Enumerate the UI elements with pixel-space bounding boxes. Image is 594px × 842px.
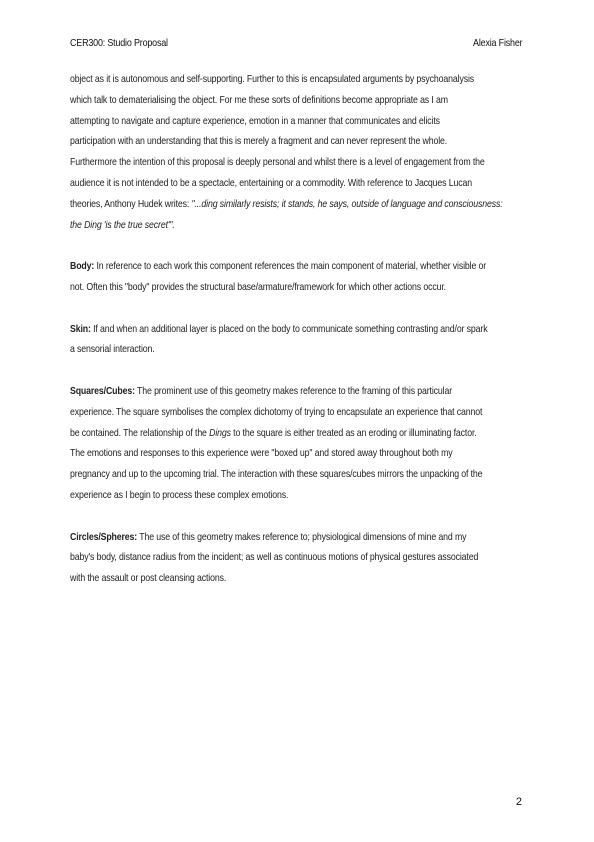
- text-line: object as it is autonomous and self-supporting. Further to this is encapsulated arguments by psychoanalysis: [70, 74, 475, 85]
- text-line: attempting to navigate and capture experience, emotion in a manner that communicates and elicits: [70, 115, 440, 127]
- author-name: Alexia Fisher: [472, 38, 522, 49]
- text-line: Furthermore the intention of this proposal is deeply personal and whilst there is a level of engagement from the: [70, 157, 485, 169]
- text-line: which talk to dematerialising the object. For me these sorts of definitions become appropriate as I am: [70, 94, 448, 106]
- text-line: [70, 320, 517, 341]
- text-line: experience. The square symbolises the complex dichotomy of trying to encapsulate an experience that cannot: [70, 406, 483, 418]
- text-run: to the square is either treated as an eroding or illuminating factor.: [230, 427, 477, 439]
- text-line: [70, 424, 517, 445]
- text-line: experience as I begin to process these complex emotions.: [70, 489, 289, 501]
- term-circles-spheres: Circles/Spheres:: [70, 531, 138, 543]
- text-line: [70, 195, 517, 216]
- text-run: The use of this geometry makes reference to; physiological dimensions of mine and my: [137, 531, 467, 543]
- text-run: The prominent use of this geometry makes reference to the framing of this particular: [134, 385, 453, 397]
- text-line: with the assault or post cleansing actions.: [70, 573, 227, 585]
- intro-paragraph: [70, 70, 517, 236]
- text-line: participation with an understanding that this is merely a fragment and can never represent the whole.: [70, 136, 448, 148]
- text-line: [70, 257, 517, 278]
- page-number: 2: [515, 796, 522, 808]
- text-run: theories, Anthony Hudek writes:: [70, 198, 192, 210]
- text-line: [70, 216, 517, 237]
- skin-paragraph: [70, 320, 517, 362]
- text-line: not. Often this "body" provides the structural base/armature/framework for which other actions occur.: [70, 281, 446, 293]
- text-line: The emotions and responses to this experience were "boxed up" and stored away throughout both my: [70, 448, 453, 460]
- term-body: Body:: [70, 261, 95, 273]
- quote-text: the Ding 'is the true secret'".: [70, 219, 175, 231]
- text-line: baby's body, distance radius from the incident; as well as continuous motions of physical gestures associated: [70, 552, 479, 564]
- text-line: [70, 382, 517, 403]
- body-paragraph: [70, 257, 517, 299]
- text-line: a sensorial interaction.: [70, 344, 155, 356]
- circles-paragraph: [70, 528, 517, 590]
- text-line: pregnancy and up to the upcoming trial. The interaction with these squares/cubes mirrors the unpacking of the: [70, 469, 483, 481]
- squares-paragraph: [70, 382, 517, 507]
- term-skin: Skin:: [70, 323, 91, 335]
- text-line: audience it is not intended to be a spectacle, entertaining or a commodity. With reference to Jacques Lucan: [70, 177, 472, 189]
- text-run: be contained. The relationship of the: [70, 427, 210, 439]
- emphasis-dings: Dings: [209, 427, 231, 439]
- body-text: [70, 70, 517, 590]
- text-line: [70, 528, 517, 549]
- term-squares-cubes: Squares/Cubes:: [70, 385, 135, 397]
- text-run: In reference to each work this component references the main component of material, whether visible or: [94, 261, 487, 273]
- quote-text: "...ding similarly resists; it stands, he says, outside of language and consciousness:: [191, 198, 503, 210]
- course-title: CER300: Studio Proposal: [70, 38, 168, 49]
- text-run: If and when an additional layer is placed on the body to communicate something contrasting and/or spark: [90, 323, 488, 335]
- page-header: [70, 38, 522, 54]
